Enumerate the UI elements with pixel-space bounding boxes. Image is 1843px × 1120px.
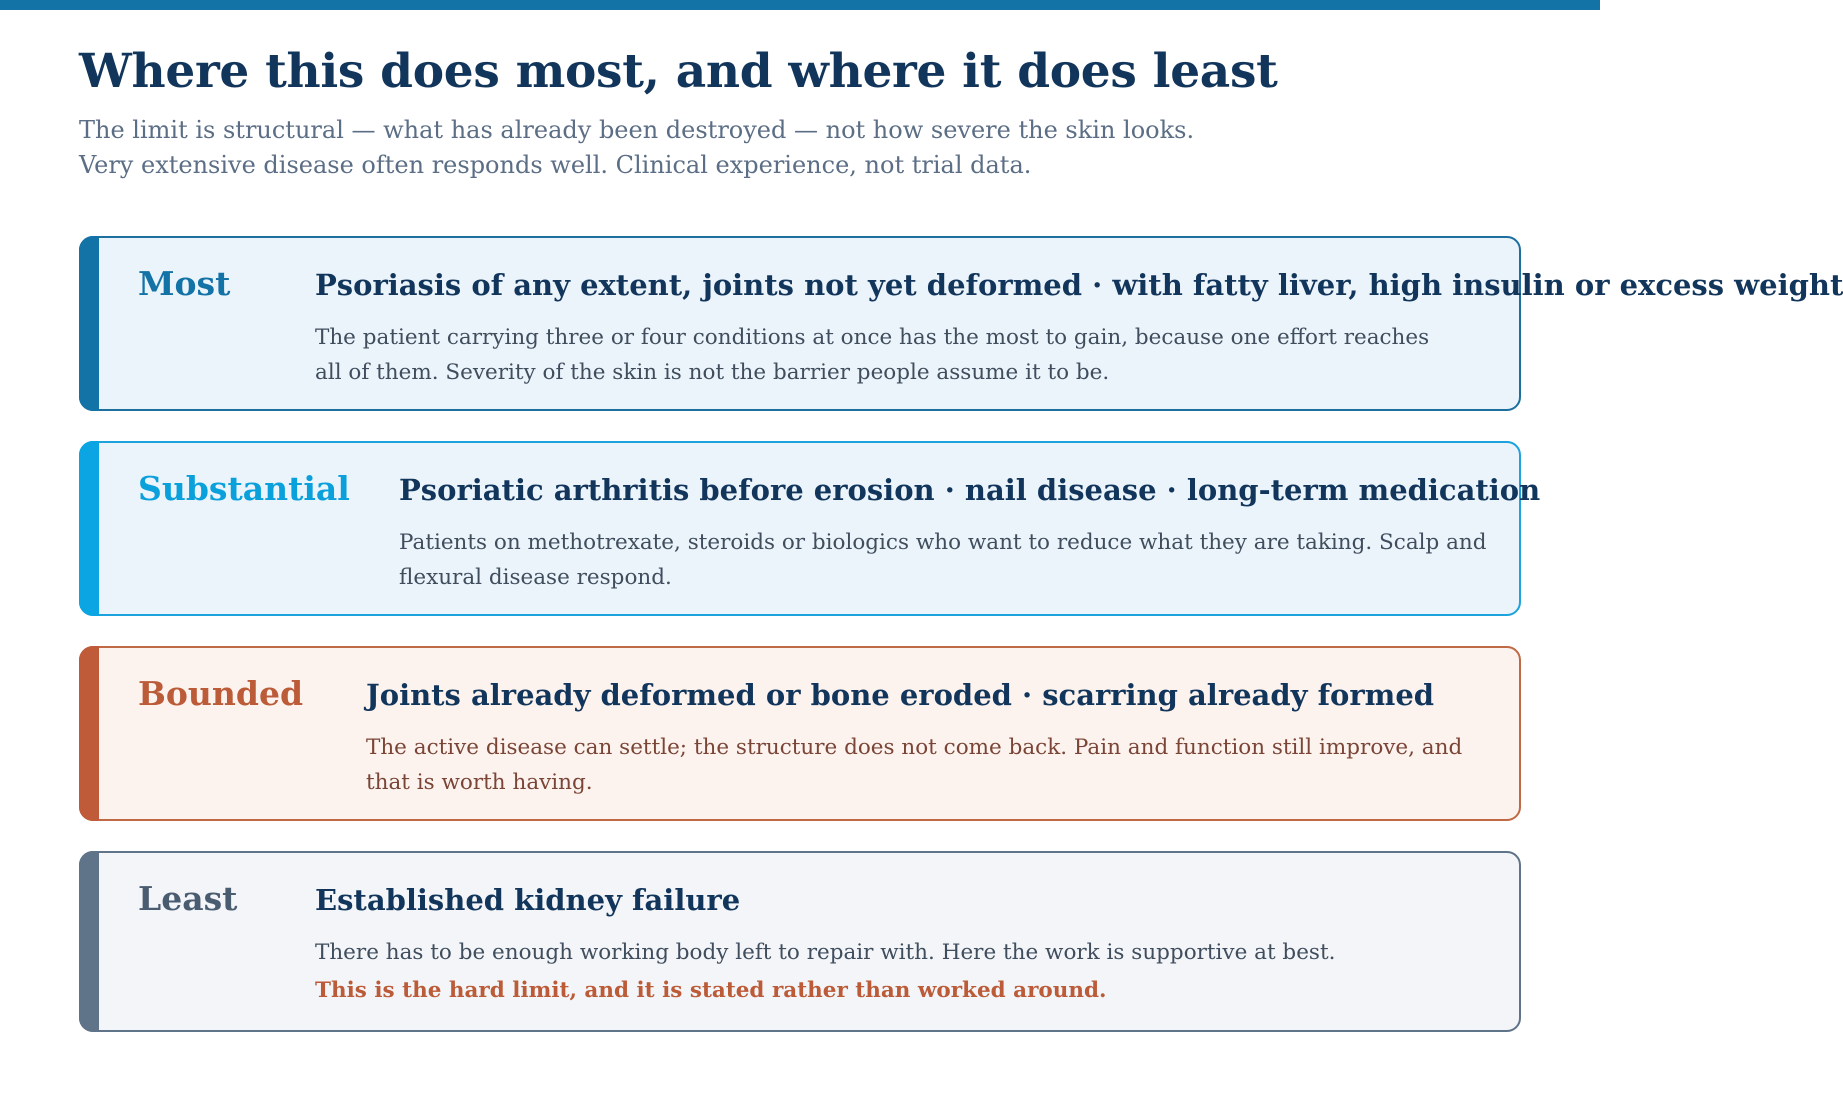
card-least bbox=[79, 851, 1521, 1032]
subtitle bbox=[79, 113, 1279, 183]
card-heading: Psoriasis of any extent, joints not yet deformed · with fatty liver, high insulin or excess weight bbox=[315, 268, 1843, 302]
card-level-label: Most bbox=[138, 264, 231, 303]
card-description-block bbox=[315, 935, 1435, 1008]
card-substantial bbox=[79, 441, 1541, 616]
card-description: Patients on methotrexate, steroids or biologics who want to reduce what they are taking. Scalp and flexural disease respond. bbox=[399, 530, 1487, 590]
card-heading: Psoriatic arthritis before erosion · nail disease · long-term medication bbox=[399, 473, 1541, 507]
card-bounded bbox=[79, 646, 1521, 821]
card-level-label: Bounded bbox=[138, 674, 304, 713]
top-accent-bar bbox=[0, 0, 1600, 10]
subtitle-line-2: Very extensive disease often responds well. Clinical experience, not trial data. bbox=[79, 151, 1032, 179]
page-title: Where this does most, and where it does least bbox=[79, 44, 1278, 99]
card-description: The patient carrying three or four conditions at once has the most to gain, because one effort reaches all of them. Severity of the skin is not the barrier people assume it to be. bbox=[315, 325, 1430, 385]
card-accent-stripe bbox=[79, 441, 99, 616]
card-description: The active disease can settle; the structure does not come back. Pain and function still improve, and that is worth having. bbox=[366, 735, 1463, 795]
card-heading: Established kidney failure bbox=[315, 883, 741, 917]
card-hard-limit-note: This is the hard limit, and it is stated rather than worked around. bbox=[315, 978, 1107, 1003]
card-accent-stripe bbox=[79, 646, 99, 821]
card-accent-stripe bbox=[79, 851, 99, 1032]
card-heading: Joints already deformed or bone eroded · scarring already formed bbox=[366, 678, 1435, 712]
subtitle-line-1: The limit is structural — what has already been destroyed — not how severe the skin looks. bbox=[79, 116, 1195, 144]
card-accent-stripe bbox=[79, 236, 99, 411]
card-level-label: Substantial bbox=[138, 469, 350, 508]
card-level-label: Least bbox=[138, 879, 238, 918]
card-most bbox=[79, 236, 1843, 411]
card-description: There has to be enough working body left to repair with. Here the work is supportive at best. bbox=[315, 940, 1336, 965]
